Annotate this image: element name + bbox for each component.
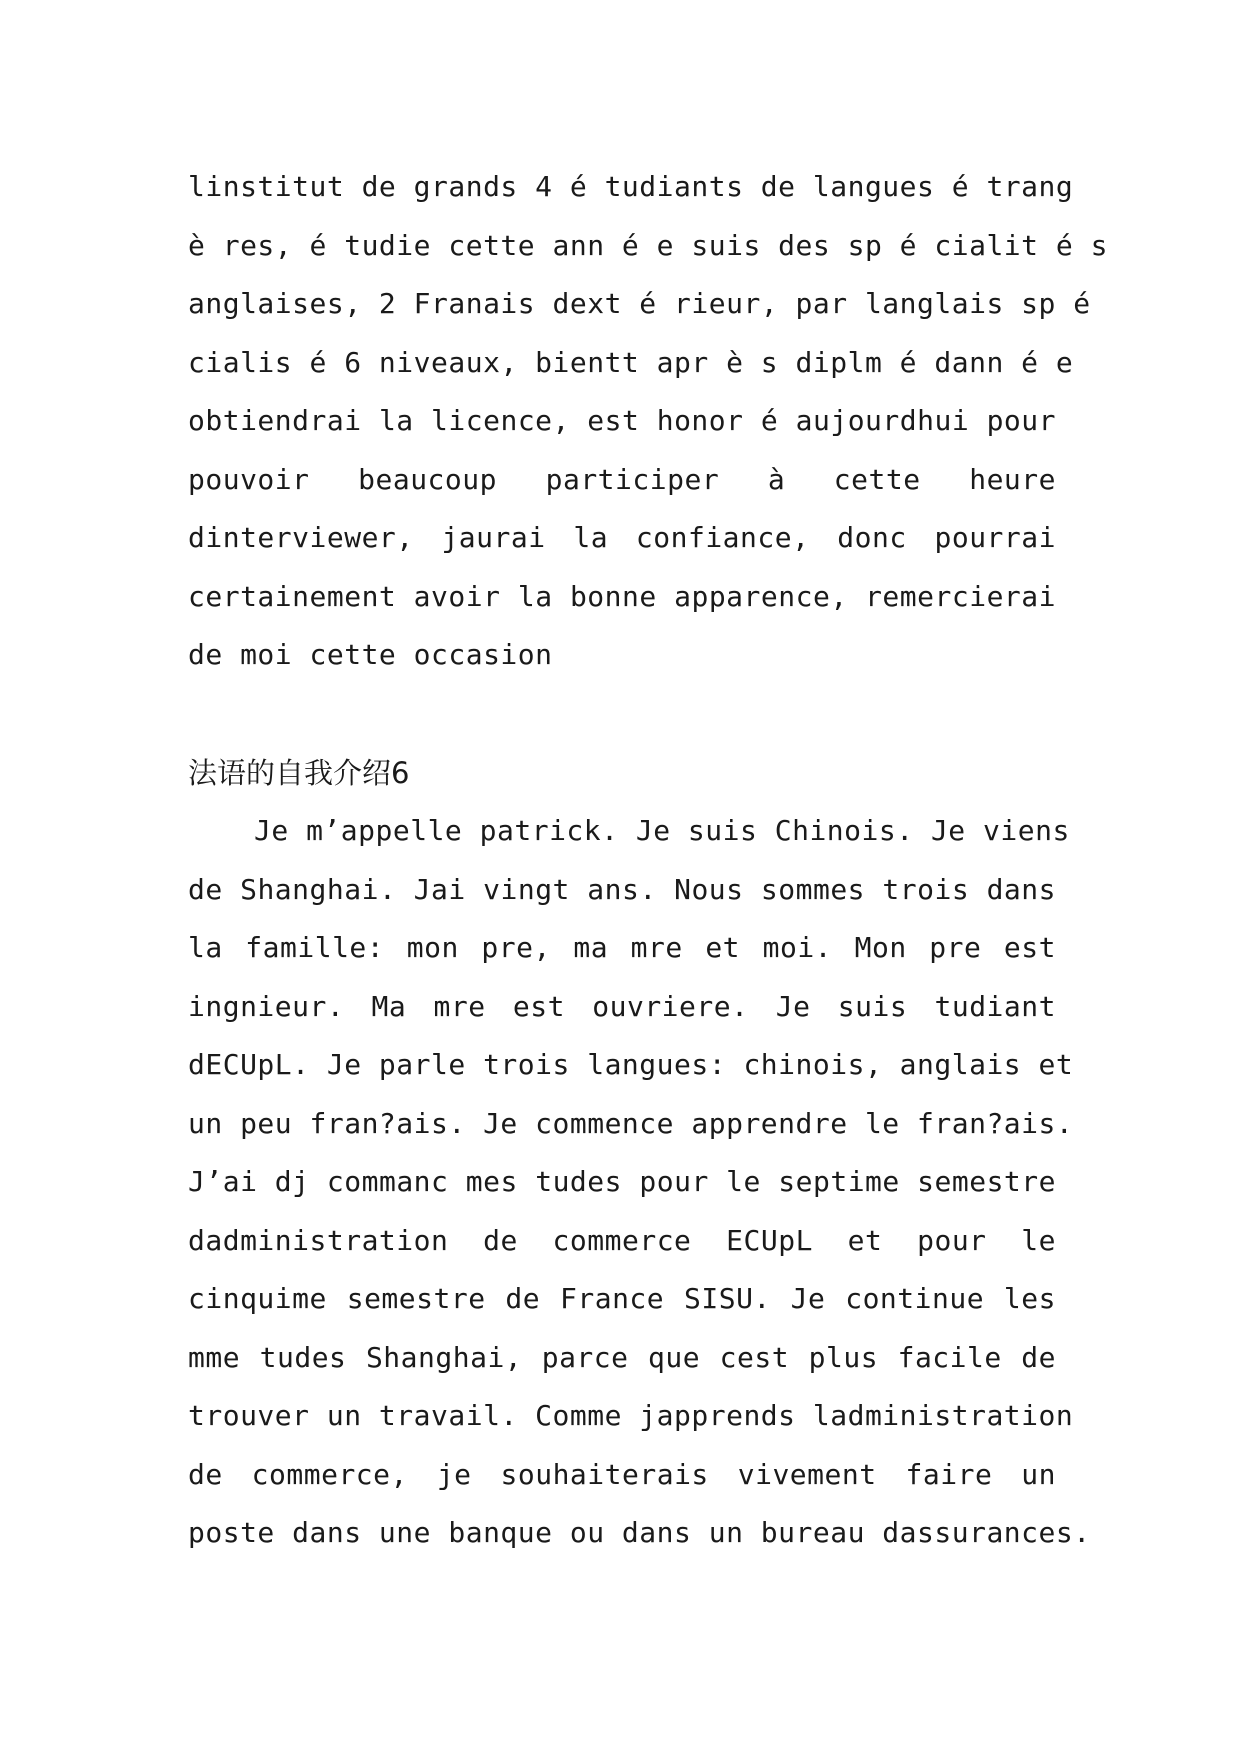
paragraph-line: pouvoir beaucoup participer à cette heure	[188, 462, 1056, 496]
paragraph-line: de commerce, je souhaiterais vivement faire un	[188, 1457, 1056, 1491]
paragraph-line: dinterviewer, jaurai la confiance, donc pourrai	[188, 521, 1056, 554]
paragraph-line: poste dans une banque ou dans un bureau dassurances.	[188, 1516, 1091, 1549]
paragraph-line: dadministration de commerce ECUpL et pour le	[188, 1223, 1056, 1257]
paragraph-line: Je m’appelle patrick. Je suis Chinois. Je viens	[254, 814, 1070, 847]
paragraph-line: cinquime semestre de France SISU. Je continue les	[188, 1282, 1056, 1315]
paragraph-line: certainement avoir la bonne apparence, remercierai	[188, 579, 1056, 613]
paragraph-line: J’ai dj commanc mes tudes pour le septime semestre	[188, 1165, 1056, 1198]
paragraph-line: la famille: mon pre, ma mre et moi. Mon pre est	[188, 931, 1056, 964]
paragraph-line: trouver un travail. Comme japprends ladministration	[188, 1399, 1074, 1432]
paragraph-line: anglaises, 2 Franais dext é rieur, par langlais sp é	[188, 287, 1091, 320]
section-title: 法语的自我介绍6	[188, 756, 410, 790]
paragraph-line: è res, é tudie cette ann é e suis des sp é cialit é s	[188, 228, 1108, 262]
paragraph-1	[188, 158, 1108, 685]
paragraph-line: mme tudes Shanghai, parce que cest plus facile de	[188, 1340, 1056, 1374]
paragraph-line: ingnieur. Ma mre est ouvriere. Je suis tudiant	[188, 989, 1056, 1023]
paragraph-line: linstitut de grands 4 é tudiants de langues é trang	[188, 170, 1074, 203]
paragraph-line: obtiendrai la licence, est honor é aujourdhui pour	[188, 404, 1056, 437]
paragraph-line: de moi cette occasion	[188, 638, 553, 671]
paragraph-line: dECUpL. Je parle trois langues: chinois, anglais et	[188, 1048, 1074, 1081]
paragraph-line: de Shanghai. Jai vingt ans. Nous sommes trois dans	[188, 872, 1056, 906]
paragraph-line: cialis é 6 niveaux, bientt apr è s diplm é dann é e	[188, 345, 1074, 379]
paragraph-line: un peu fran?ais. Je commence apprendre le fran?ais.	[188, 1106, 1074, 1140]
paragraph-2	[188, 802, 1091, 1563]
